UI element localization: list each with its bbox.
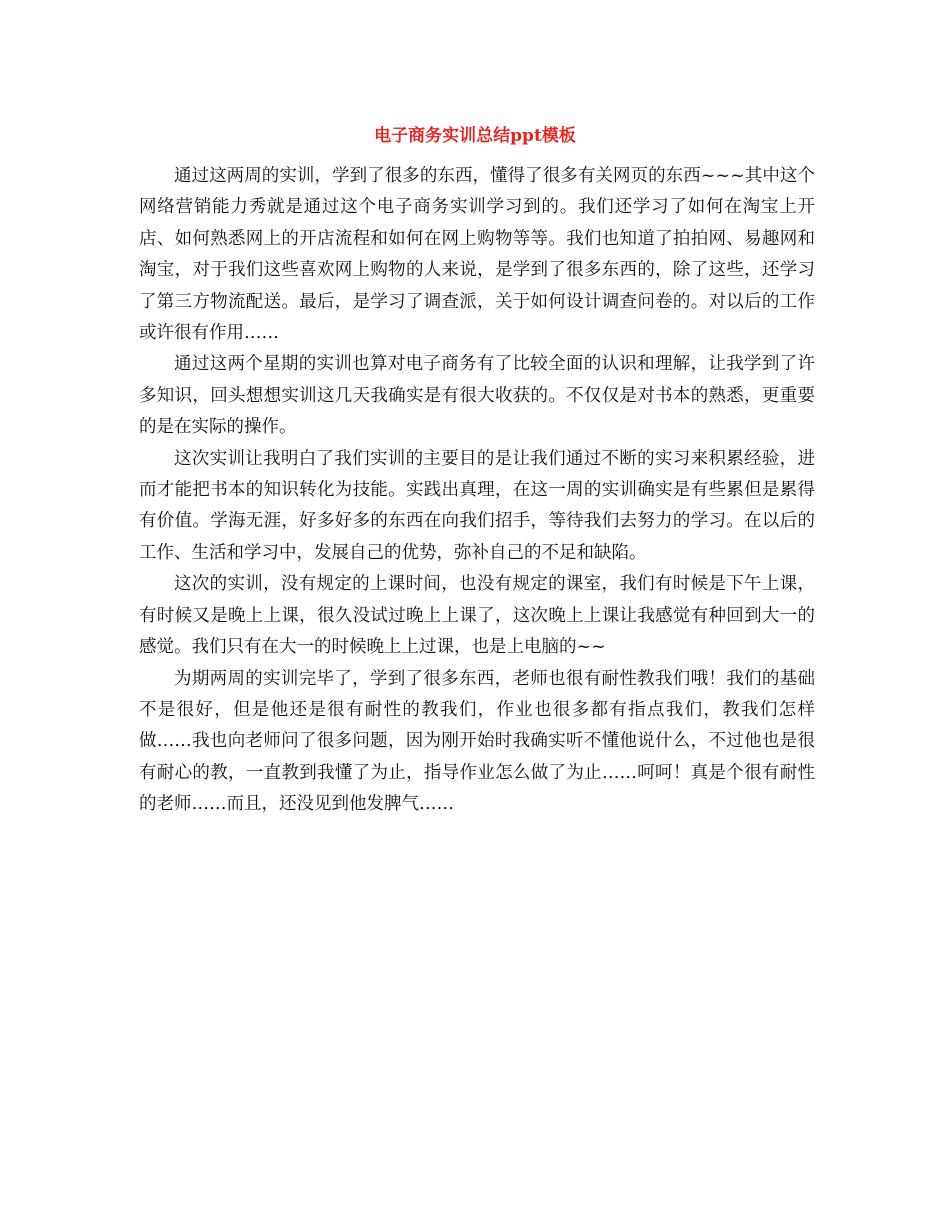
document-body [139, 161, 815, 821]
document-title: 电子商务实训总结ppt模板 [374, 126, 576, 146]
paragraph-1: 通过这两周的实训，学到了很多的东西，懂得了很多有关网页的东西~~~其中这个网络营销能力秀就是通过这个电子商务实训学习到的。我们还学习了如何在淘宝上开店、如何熟悉网上的开店流程和如何在网上购物等等。我们也知道了拍拍网、易趣网和淘宝，对于我们这些喜欢网上购物的人来说，是学到了很多东西的，除了这些，还学习了第三方物流配送。最后，是学习了调查派，关于如何设计调查问卷的。对以后的工作或许很有作用…… [139, 166, 815, 344]
paragraph-2: 通过这两个星期的实训也算对电子商务有了比较全面的认识和理解，让我学到了许多知识，回头想想实训这几天我确实是有很大收获的。不仅仅是对书本的熟悉，更重要的是在实际的操作。 [139, 354, 815, 438]
paragraph-4: 这次的实训，没有规定的上课时间，也没有规定的课室，我们有时候是下午上课，有时候又是晚上上课，很久没试过晚上上课了，这次晚上上课让我感觉有种回到大一的感觉。我们只有在大一的时候晚上上过课，也是上电脑的~~ [139, 574, 815, 658]
paragraph-5: 为期两周的实训完毕了，学到了很多东西，老师也很有耐性教我们哦！我们的基础不是很好，但是他还是很有耐性的教我们，作业也很多都有指点我们，教我们怎样做……我也向老师问了很多问题，因为刚开始时我确实听不懂他说什么，不过他也是很有耐心的教，一直教到我懂了为止，指导作业怎么做了为止……呵呵！真是个很有耐性的老师……而且，还没见到他发脾气…… [139, 668, 815, 815]
paragraph-3: 这次实训让我明白了我们实训的主要目的是让我们通过不断的实习来积累经验，进而才能把书本的知识转化为技能。实践出真理，在这一周的实训确实是有些累但是累得有价值。学海无涯，好多好多的东西在向我们招手，等待我们去努力的学习。在以后的工作、生活和学习中，发展自己的优势，弥补自己的不足和缺陷。 [139, 448, 815, 563]
